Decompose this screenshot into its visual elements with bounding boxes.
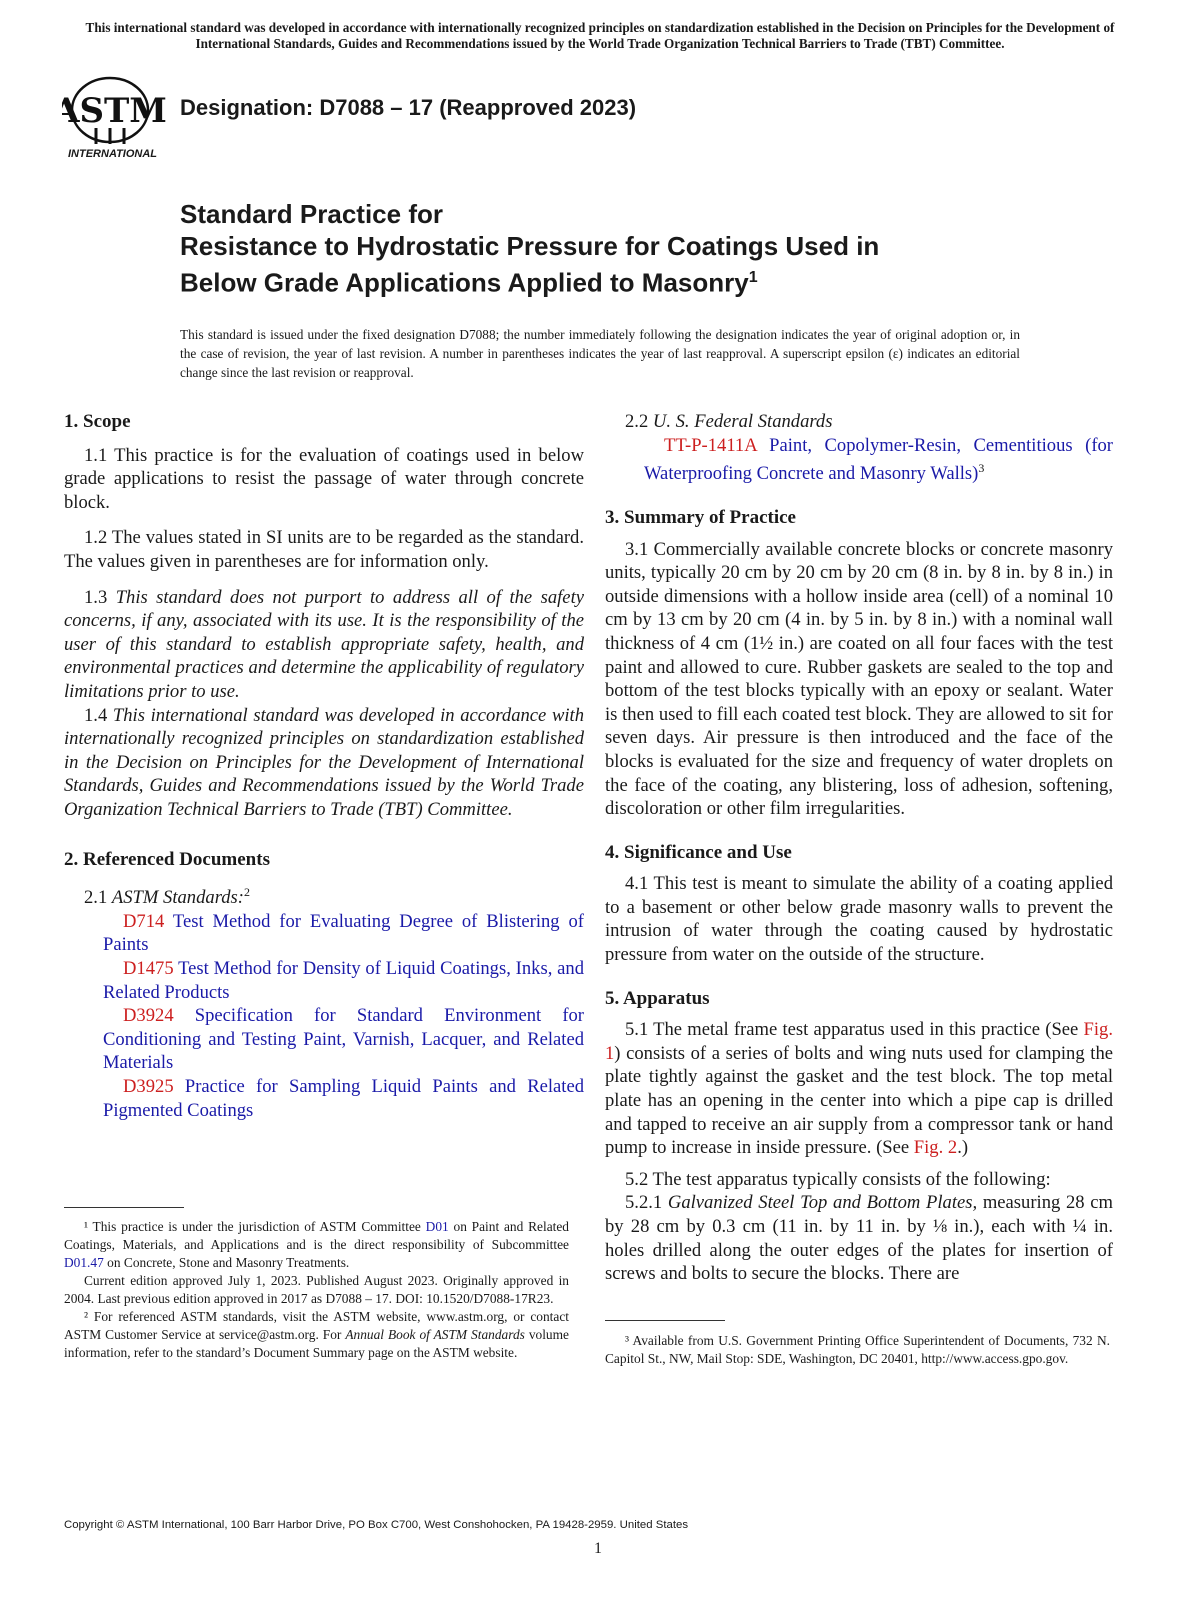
paragraph-5-1: 5.1 The metal frame test apparatus used in this practice (See Fig. 1) consists of a series of bolts and wing nuts used for clamping the plate tightly against the gasket and the test block. The top metal plate has an opening in the center into which a pipe cap is drilled and tapped to receive an air supply from a compressor tank or hand pump to increase in inside pressure. (See Fig. 2.) [605,1019,1113,1159]
issuance-notice: This standard is issued under the fixed designation D7088; the number immediately following the designation indicates the year of original adoption or, in the case of revision, the year of last revision. A number in parentheses indicates the year of last reapproval. A superscript epsilon (ε) indicates an editorial change since the last revision or reapproval. [180,327,1020,380]
ref-item-d1475[interactable]: D1475 Test Method for Density of Liquid Coatings, Inks, and Related Products [103,958,585,1003]
title-line-1: Standard Practice for [180,199,443,229]
fig-2-link[interactable]: Fig. 2 [913,1137,958,1159]
title-line-3: Below Grade Applications Applied to Masonry [180,267,749,298]
paragraph-5-2-1: 5.2.1 Galvanized Steel Top and Bottom Plates, measuring 28 cm by 28 cm by 0.3 cm (11 in. by 11 in. by ⅛ in.), each with ¼ in. holes drilled along the outer edges of the plates for insertion of screws and bolts to secure the blocks. There are [605,1192,1113,1285]
paragraph-1-1: 1.1 This practice is for the evaluation of coatings used in below grade applications to resist the passage of water through concrete block. [64,444,584,513]
fig-1-link[interactable]: Fig. 1 [605,1019,1113,1064]
subcommittee-d0147-link[interactable]: D01.47 [64,1255,104,1270]
paragraph-3-1: 3.1 Commercially available concrete blocks or concrete masonry units, typically 20 cm by 20 cm by 20 cm (8 in. by 8 in. by 8 in.) in outside dimensions with a hollow inside area (cell) of a nominal 10 cm by 13 cm by 20 cm (4 in. by 5 in. by 8 in.) with a nominal wall thickness of 4 cm (1½ in.) are coated on all four faces with the test paint and allowed to cure. Rubber gaskets are sealed to the top and bottom of the test blocks typically with an epoxy or sealant. Water is then used to fill each coated test block. They are allowed to sit for seven days. Air pressure is then introduced and the face of the blocks is evaluated for the size and frequency of water droplets on the face of the coating, any blistering, loss of adhesion, softening, discoloration or other film irregularities. [605,538,1113,820]
paragraph-1-2: 1.2 The values stated in SI units are to be regarded as the standard. The values given in parentheses are for information only. [64,527,584,572]
paragraph-5-2: 5.2 The test apparatus typically consists of the following: [625,1168,1051,1190]
footnotes-left [64,1218,569,1362]
ref-item-d714[interactable]: D714 Test Method for Evaluating Degree of Blistering of Paints [103,910,585,956]
section-heading-summary: 3. Summary of Practice [605,506,796,528]
committee-d01-link[interactable]: D01 [425,1219,449,1234]
paragraph-4-1: 4.1 This test is meant to simulate the ability of a coating applied to a basement or other below grade masonry walls to prevent the intrusion of water through the coating caused by hydrostatic pressure from water on the outside of the structure. [605,873,1113,966]
astm-logo [62,70,172,170]
paragraph-1-3: 1.3 This standard does not purport to address all of the safety concerns, if any, associated with its use. It is the responsibility of the user of this standard to establish appropriate safety, health, and environmental practices and determine the applicability of regulatory limitations prior to use. [64,586,584,702]
astm-standards-label: 2.1 ASTM Standards:$^2$ [84,885,250,909]
ref-item-d3924[interactable]: D3924 Specification for Standard Environment for Conditioning and Testing Paint, Varnish, Lacquer, and Related Materials [103,1005,584,1074]
left-column [64,410,584,1122]
title-line-2: Resistance to Hydrostatic Pressure for Coatings Used in [180,231,880,261]
section-heading-scope: 1. Scope [64,411,131,432]
tbt-banner: This international standard was developed in accordance with internationally recognized principles on standardization established in the Decision on Principles for the Development of International Standards, Guides and Recommendations issued by the World Trade Organization Technical Barriers to Trade (TBT) Committee. [85,20,1115,51]
footnote-1-edition: Current edition approved July 1, 2023. Published August 2023. Originally approved in 2004. Last previous edition approved in 2017 as D7088 – 17. DOI: 10.1520/D7088-17R23. [64,1273,569,1306]
logo-text: ASTM [62,91,167,131]
ref-item-d3925[interactable]: D3925 Practice for Sampling Liquid Paints and Related Pigmented Coatings [103,1076,584,1121]
document-title [180,198,1080,299]
logo-subtext: INTERNATIONAL [68,148,158,160]
section-heading-referenced-documents: 2. Referenced Documents [64,848,270,870]
footnote-3: ³ Available from U.S. Government Printing Office Superintendent of Documents, 732 N. Capitol St., NW, Mail Stop: SDE, Washington, DC 20401, http://www.access.gpo.gov. [605,1333,1110,1366]
copyright-line: Copyright © ASTM International, 100 Barr Harbor Drive, PO Box C700, West Conshohocken, PA 19428-2959. United States [64,1519,689,1531]
footnote-1: ¹ This practice is under the jurisdiction of ASTM Committee D01 on Paint and Related Coatings, Materials, and Applications and is the direct responsibility of Subcommittee D01.47 on Concrete, Stone and Masonry Treatments. [64,1219,569,1270]
designation: Designation: D7088 – 17 (Reapproved 2023) [180,95,637,120]
right-column [605,410,1113,1286]
title-footnote-marker: 1 [748,269,758,286]
footnote-2: ² For referenced ASTM standards, visit the ASTM website, www.astm.org, or contact ASTM Customer Service at service@astm.org. For Annual Book of ASTM Standards volume information, refer to the standard’s Document Summary page on the ASTM website. [64,1309,569,1360]
ref-item-tt-p-1411a[interactable]: TT-P-1411A Paint, Copolymer-Resin, Cementitious (for Waterproofing Concrete and Masonry Walls)$^3$ [644,434,1113,485]
footnote-rule-right [605,1320,725,1321]
section-heading-apparatus: 5. Apparatus [605,987,710,1009]
section-heading-significance: 4. Significance and Use [605,841,792,863]
federal-standards-label: 2.2 U. S. Federal Standards [625,411,833,432]
page-number: 1 [594,1540,602,1557]
paragraph-1-4: 1.4 This international standard was developed in accordance with internationally recognized principles on standardization established in the Decision on Principles for the Development of International Standards, Guides and Recommendations issued by the World Trade Organization Technical Barriers to Trade (TBT) Committee. [64,704,584,820]
footnote-rule-left [64,1207,184,1208]
